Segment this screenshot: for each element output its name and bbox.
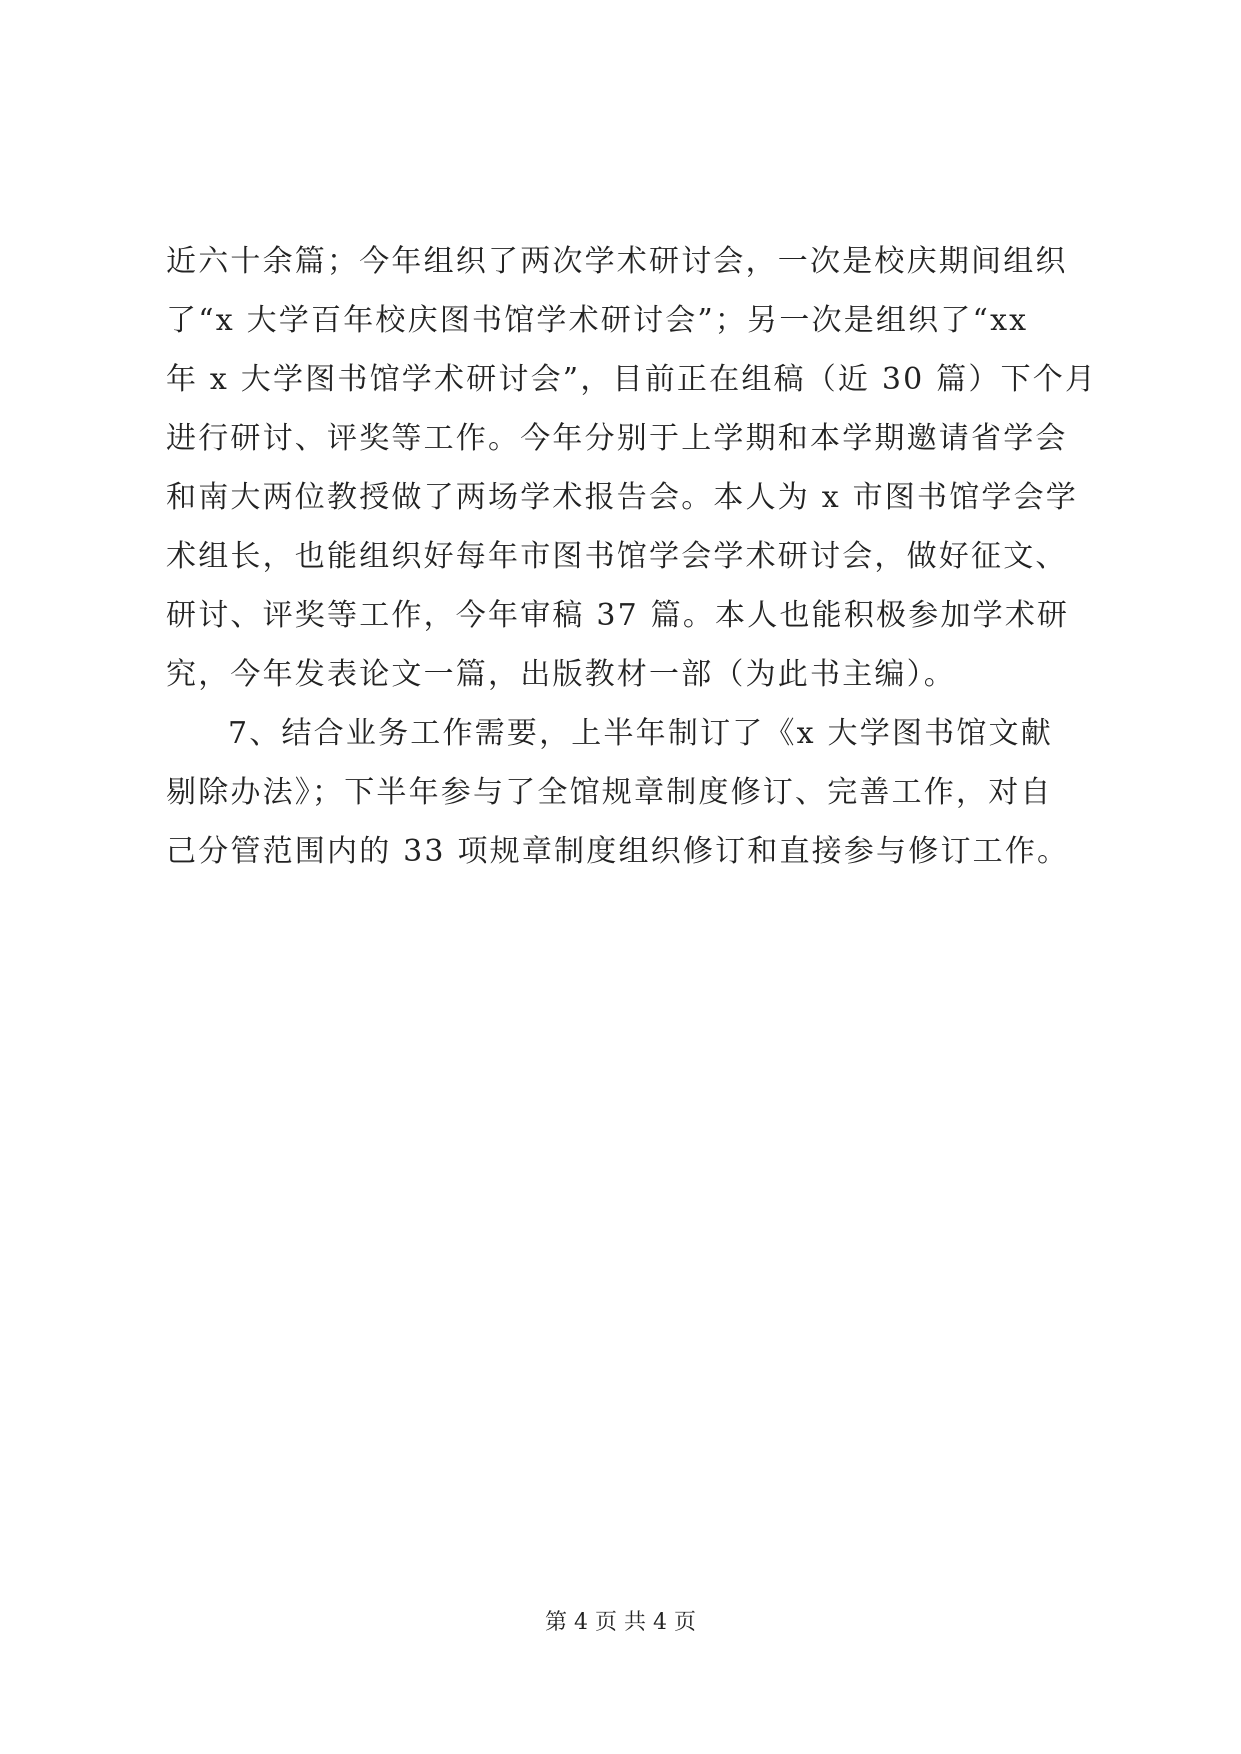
body-line-5: 和南大两位教授做了两场学术报告会。本人为 x 市图书馆学会学 xyxy=(166,480,1078,515)
body-line-2: 了“x 大学百年校庆图书馆学术研讨会”；另一次是组织了“xx xyxy=(166,303,1029,338)
body-line-9: 7、结合业务工作需要，上半年制订了《x 大学图书馆文献 xyxy=(228,716,1053,751)
body-line-11: 己分管范围内的 33 项规章制度组织修订和直接参与修订工作。 xyxy=(166,834,1070,869)
page-footer: 第 4 页 共 4 页 xyxy=(545,1610,696,1635)
body-line-8: 究，今年发表论文一篇，出版教材一部（为此书主编）。 xyxy=(166,657,956,692)
body-line-3: 年 x 大学图书馆学术研讨会”，目前正在组稿（近 30 篇）下个月 xyxy=(166,362,1098,397)
body-line-10: 剔除办法》；下半年参与了全馆规章制度修订、完善工作，对自 xyxy=(166,775,1053,810)
document-body xyxy=(166,232,1098,881)
body-line-4: 进行研讨、评奖等工作。今年分别于上学期和本学期邀请省学会 xyxy=(166,421,1068,456)
body-line-6: 术组长，也能组织好每年市图书馆学会学术研讨会，做好征文、 xyxy=(166,539,1068,574)
body-line-1: 近六十余篇；今年组织了两次学术研讨会，一次是校庆期间组织 xyxy=(166,244,1068,279)
body-line-7: 研讨、评奖等工作，今年审稿 37 篇。本人也能积极参加学术研 xyxy=(166,598,1070,633)
